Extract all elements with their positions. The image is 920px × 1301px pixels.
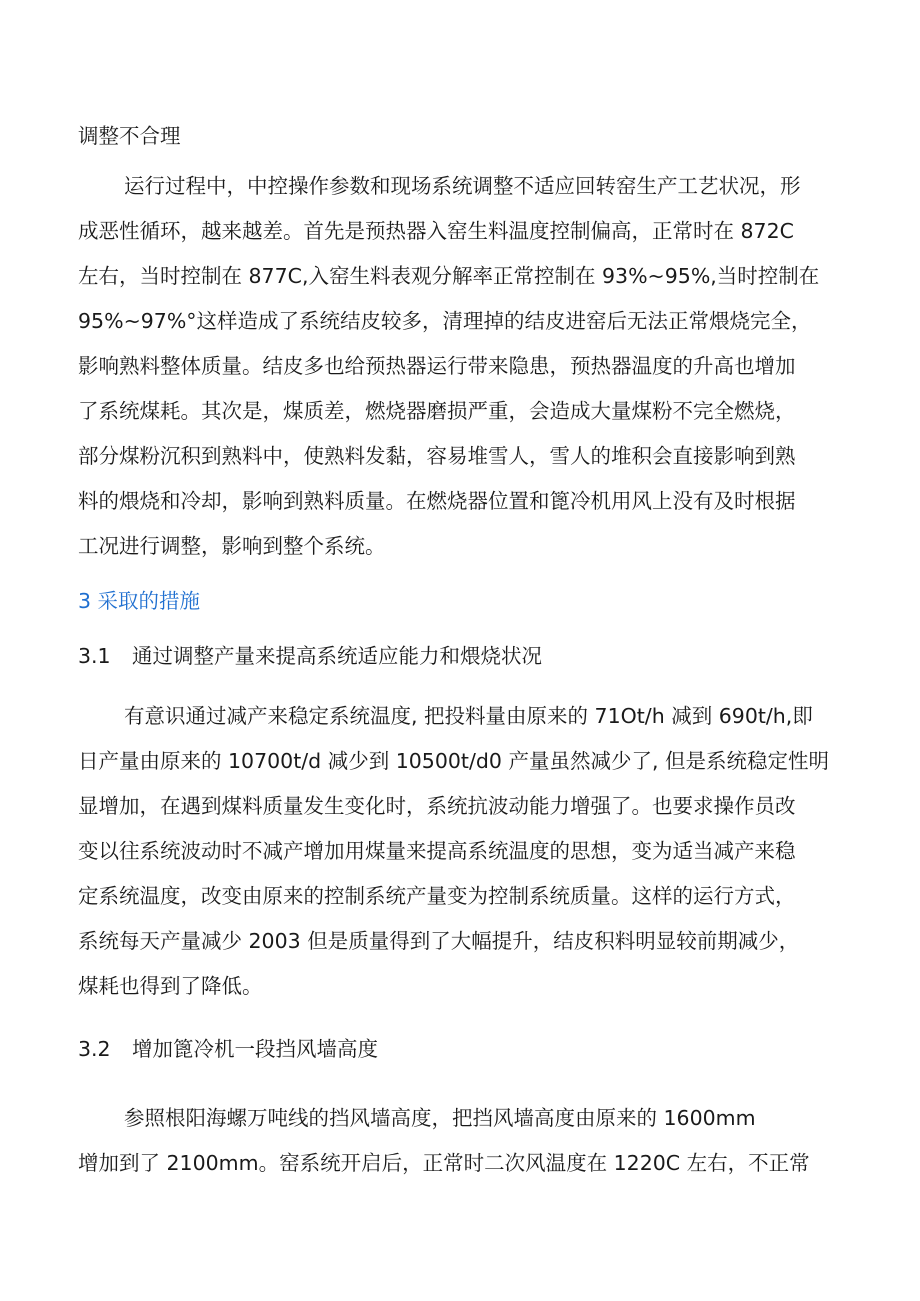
section-3-1-number: 3.1: [78, 644, 111, 668]
para2-line: 变以往系统波动时不减产增加用煤量来提高系统温度的思想，变为适当减产来稳: [78, 839, 796, 863]
para1-line: 运行过程中，中控操作参数和现场系统调整不适应回转窑生产工艺状况，形: [124, 174, 801, 198]
para3-line: 参照根阳海螺万吨线的挡风墙高度，把挡风墙高度由原来的 1600mm: [124, 1106, 756, 1130]
section-3-heading: 3 采取的措施: [78, 589, 201, 613]
section-3-2-title: 增加篦冷机一段挡风墙高度: [132, 1037, 378, 1061]
para2-line: 系统每天产量减少 2003 但是质量得到了大幅提升，结皮积料明显较前期减少，: [78, 929, 800, 953]
section-3-2-number: 3.2: [78, 1037, 111, 1061]
para2-line: 显增加，在遇到煤料质量发生变化时，系统抗波动能力增强了。也要求操作员改: [78, 794, 796, 818]
para3-line: 增加到了 2100mm。窑系统开启后，正常时二次风温度在 1220C 左右，不正常: [78, 1151, 810, 1175]
para1-line: 部分煤粉沉积到熟料中，使熟料发黏，容易堆雪人，雪人的堆积会直接影响到熟: [78, 444, 796, 468]
para1-line: 左右，当时控制在 877C,入窑生料表观分解率正常控制在 93%~95%,当时控制在: [78, 264, 820, 288]
para2-line: 有意识通过减产来稳定系统温度, 把投料量由原来的 71Ot/h 减到 690t/h,即: [124, 704, 813, 728]
para1-line: 料的煨烧和冷却，影响到熟料质量。在燃烧器位置和篦冷机用风上没有及时根据: [78, 489, 796, 513]
para2-line: 日产量由原来的 10700t/d 减少到 10500t/d0 产量虽然减少了, 但是系统稳定性明: [78, 749, 829, 773]
section-3-1-title: 通过调整产量来提高系统适应能力和煨烧状况: [132, 644, 542, 668]
para2-line: 煤耗也得到了降低。: [78, 974, 263, 998]
para1-line: 影响熟料整体质量。结皮多也给预热器运行带来隐患，预热器温度的升高也增加: [78, 354, 796, 378]
para1-line: 工况进行调整，影响到整个系统。: [78, 534, 386, 558]
para2-line: 定系统温度，改变由原来的控制系统产量变为控制系统质量。这样的运行方式，: [78, 884, 796, 908]
para1-line: 了系统煤耗。其次是，煤质差，燃烧器磨损严重，会造成大量煤粉不完全燃烧，: [78, 399, 796, 423]
para1-line: 95%~97%°这样造成了系统结皮较多，清理掉的结皮进窑后无法正常煨烧完全，: [78, 309, 812, 333]
para1-line: 成恶性循环，越来越差。首先是预热器入窑生料温度控制偏高，正常时在 872C: [78, 219, 794, 243]
heading-prev: 调整不合理: [78, 124, 181, 148]
section-3-2-heading: [78, 1036, 378, 1062]
section-3-1-heading: [78, 643, 542, 669]
